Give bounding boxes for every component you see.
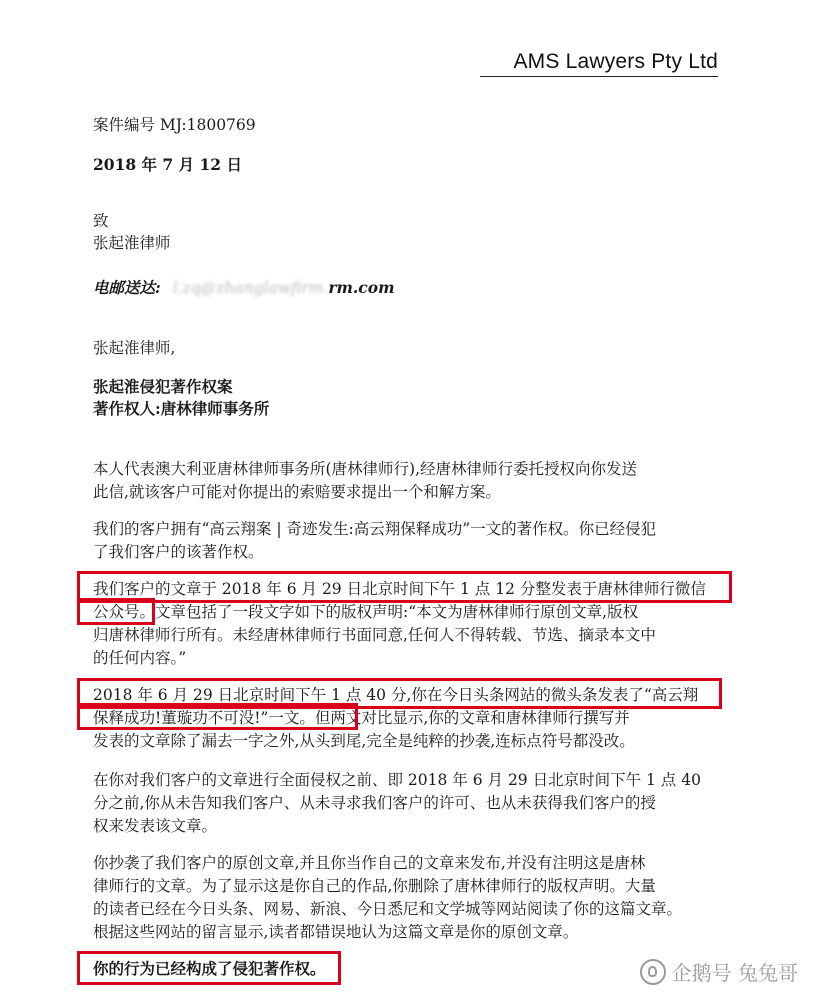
email-label: 电邮送达: xyxy=(93,278,161,297)
paragraph-3-line-4: 的任何内容。” xyxy=(93,649,187,667)
paragraph-1-line-2: 此信,就该客户可能对你提出的索赔要求提出一个和解方案。 xyxy=(93,483,501,501)
subject-line-2: 著作权人:唐林律师事务所 xyxy=(93,399,270,418)
recipient-name: 张起淮律师 xyxy=(93,234,171,252)
paragraph-7-conclusion: 你的行为已经构成了侵犯著作权。 xyxy=(93,959,326,978)
paragraph-6-line-1: 你抄袭了我们客户的原创文章,并且你当作自己的文章来发布,并没有注明这是唐林 xyxy=(93,854,646,872)
penguin-icon xyxy=(640,959,666,985)
subject-line-1: 张起淮侵犯著作权案 xyxy=(93,377,233,396)
watermark xyxy=(640,957,798,986)
paragraph-5-line-2: 分之前,你从未告知我们客户、从未寻求我们客户的许可、也从未获得我们客户的授 xyxy=(93,794,656,812)
paragraph-4-line-1: 2018 年 6 月 29 日北京时间下午 1 点 40 分,你在今日头条网站的微头条发表了“高云翔 xyxy=(93,686,699,704)
firm-name: AMS Lawyers Pty Ltd xyxy=(513,50,718,73)
paragraph-4-line-2: 保释成功!董璇功不可没!”一文。但两文对比显示,你的文章和唐林律师行撰写并 xyxy=(93,709,630,727)
paragraph-6-line-2: 律师行的文章。为了显示这是你自己的作品,你删除了唐林律师行的版权声明。大量 xyxy=(93,877,656,895)
salutation: 张起淮律师, xyxy=(93,339,176,357)
case-number: 案件编号 MJ:1800769 xyxy=(93,116,256,134)
letter-date: 2018 年 7 月 12 日 xyxy=(93,155,242,174)
paragraph-2-line-2: 了我们客户的该著作权。 xyxy=(93,543,264,561)
paragraph-6-line-4: 根据这些网站的留言显示,读者都错误地认为这篇文章是你的原创文章。 xyxy=(93,923,579,941)
paragraph-6-line-3: 的读者已经在今日头条、网易、新浪、今日悉尼和文学城等网站阅读了你的这篇文章。 xyxy=(93,900,683,918)
recipient-to: 致 xyxy=(93,212,109,230)
watermark-text: 企鹅号 兔兔哥 xyxy=(671,961,798,985)
email-line xyxy=(93,278,394,298)
paragraph-5-line-3: 权来发表该文章。 xyxy=(93,817,218,835)
email-tail: rm.com xyxy=(328,278,395,297)
email-obscured: l.zq@zhanglawfirm. xyxy=(172,279,329,297)
paragraph-3-line-1: 我们客户的文章于 2018 年 6 月 29 日北京时间下午 1 点 12 分整发表于唐林律师行微信 xyxy=(93,580,706,598)
paragraph-1-line-1: 本人代表澳大利亚唐林律师事务所(唐林律师行),经唐林律师行委托授权向你发送 xyxy=(93,460,638,478)
paragraph-3-line-2: 公众号。文章包括了一段文字如下的版权声明:“本文为唐林律师行原创文章,版权 xyxy=(93,603,639,621)
paragraph-3-line-3: 归唐林律师行所有。未经唐林律师行书面同意,任何人不得转载、节选、摘录本文中 xyxy=(93,626,656,644)
paragraph-5-line-1: 在你对我们客户的文章进行全面侵权之前、即 2018 年 6 月 29 日北京时间下午 1 点 40 xyxy=(93,771,701,789)
letterhead-rule xyxy=(480,76,718,77)
paragraph-2-line-1: 我们的客户拥有“高云翔案 | 奇迹发生:高云翔保释成功”一文的著作权。你已经侵犯 xyxy=(93,520,657,538)
paragraph-4-line-3: 发表的文章除了漏去一字之外,从头到尾,完全是纯粹的抄袭,连标点符号都没改。 xyxy=(93,732,635,750)
